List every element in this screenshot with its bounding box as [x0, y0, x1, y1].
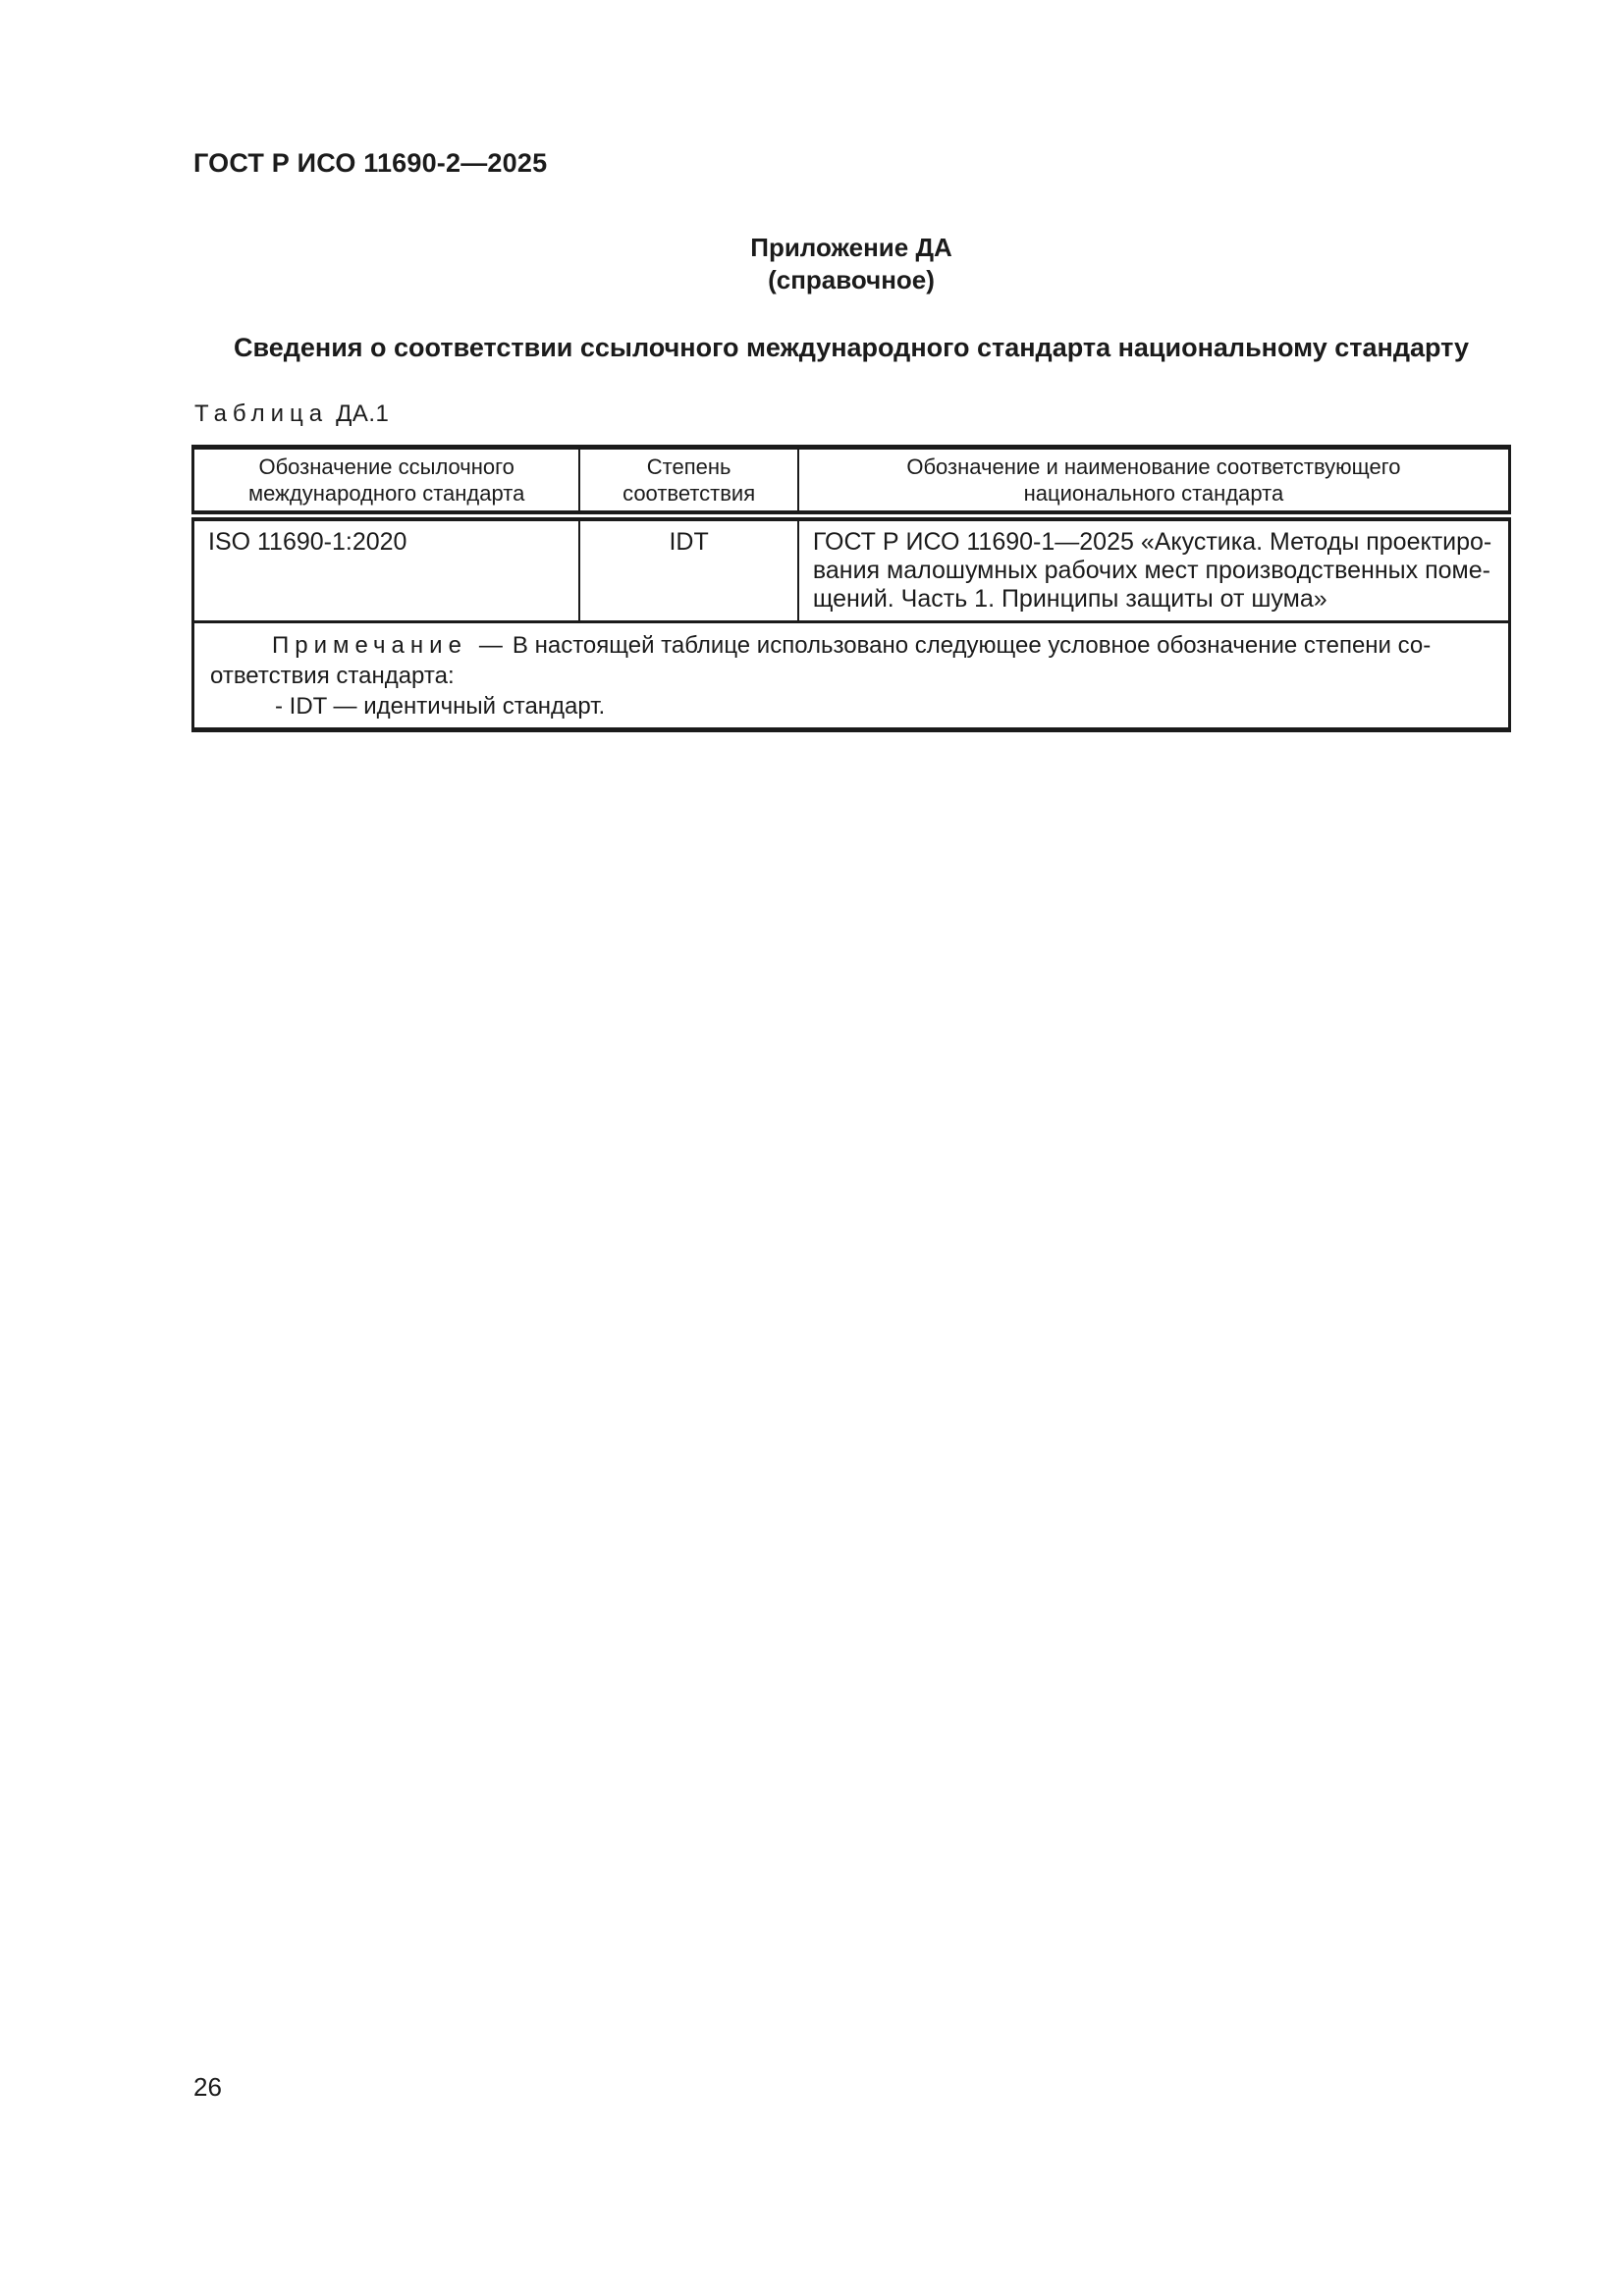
column-header-line: Обозначение ссылочного: [258, 454, 514, 479]
column-header-line: национального стандарта: [1023, 481, 1284, 506]
column-header-line: международного стандарта: [248, 481, 525, 506]
note-second-line: ответствия стандарта:: [210, 663, 455, 689]
page-number: 26: [193, 2072, 222, 2102]
appendix-head: [194, 232, 1508, 296]
column-header-degree: [579, 448, 797, 516]
table-row: [193, 516, 1510, 622]
appendix-subtitle: (справочное): [768, 265, 935, 294]
table-header-row: [193, 448, 1510, 516]
column-header-line: Степень: [646, 454, 731, 479]
column-header-reference-standard: [193, 448, 580, 516]
table-note-row: [193, 622, 1510, 730]
column-header-line: соответствия: [623, 481, 756, 506]
column-header-line: Обозначение и наименование соответствующего: [906, 454, 1401, 479]
table-caption-number: ДА.1: [336, 400, 390, 427]
appendix-title: Сведения о соответствии ссылочного международного стандарта национальному стандарту: [233, 333, 1470, 362]
degree-cell: IDT: [579, 516, 797, 622]
national-standard-line: щений. Часть 1. Принципы защиты от шума»: [812, 585, 1327, 613]
note-list-item: - IDT — идентичный стандарт.: [275, 693, 606, 720]
column-header-national-standard: [798, 448, 1510, 516]
note-label: Примечание: [272, 632, 467, 659]
national-standard-line: вания малошумных рабочих мест производственных поме-: [812, 557, 1490, 584]
note-dash: —: [478, 632, 503, 659]
correspondence-table: [191, 445, 1511, 732]
running-head: ГОСТ Р ИСО 11690-2—2025: [193, 148, 548, 178]
table-caption: [194, 400, 389, 428]
reference-standard-cell: ISO 11690-1:2020: [193, 516, 580, 622]
national-standard-line: ГОСТ Р ИСО 11690-1—2025 «Акустика. Методы проектиро-: [812, 528, 1492, 556]
table-caption-word: Таблица: [194, 400, 329, 427]
national-standard-cell: [798, 516, 1510, 622]
appendix-label: Приложение ДА: [750, 233, 952, 262]
table-note: [193, 622, 1510, 730]
note-text: В настоящей таблице использовано следующее условное обозначение степени со-: [512, 632, 1432, 659]
note-first-line: [210, 630, 1492, 661]
